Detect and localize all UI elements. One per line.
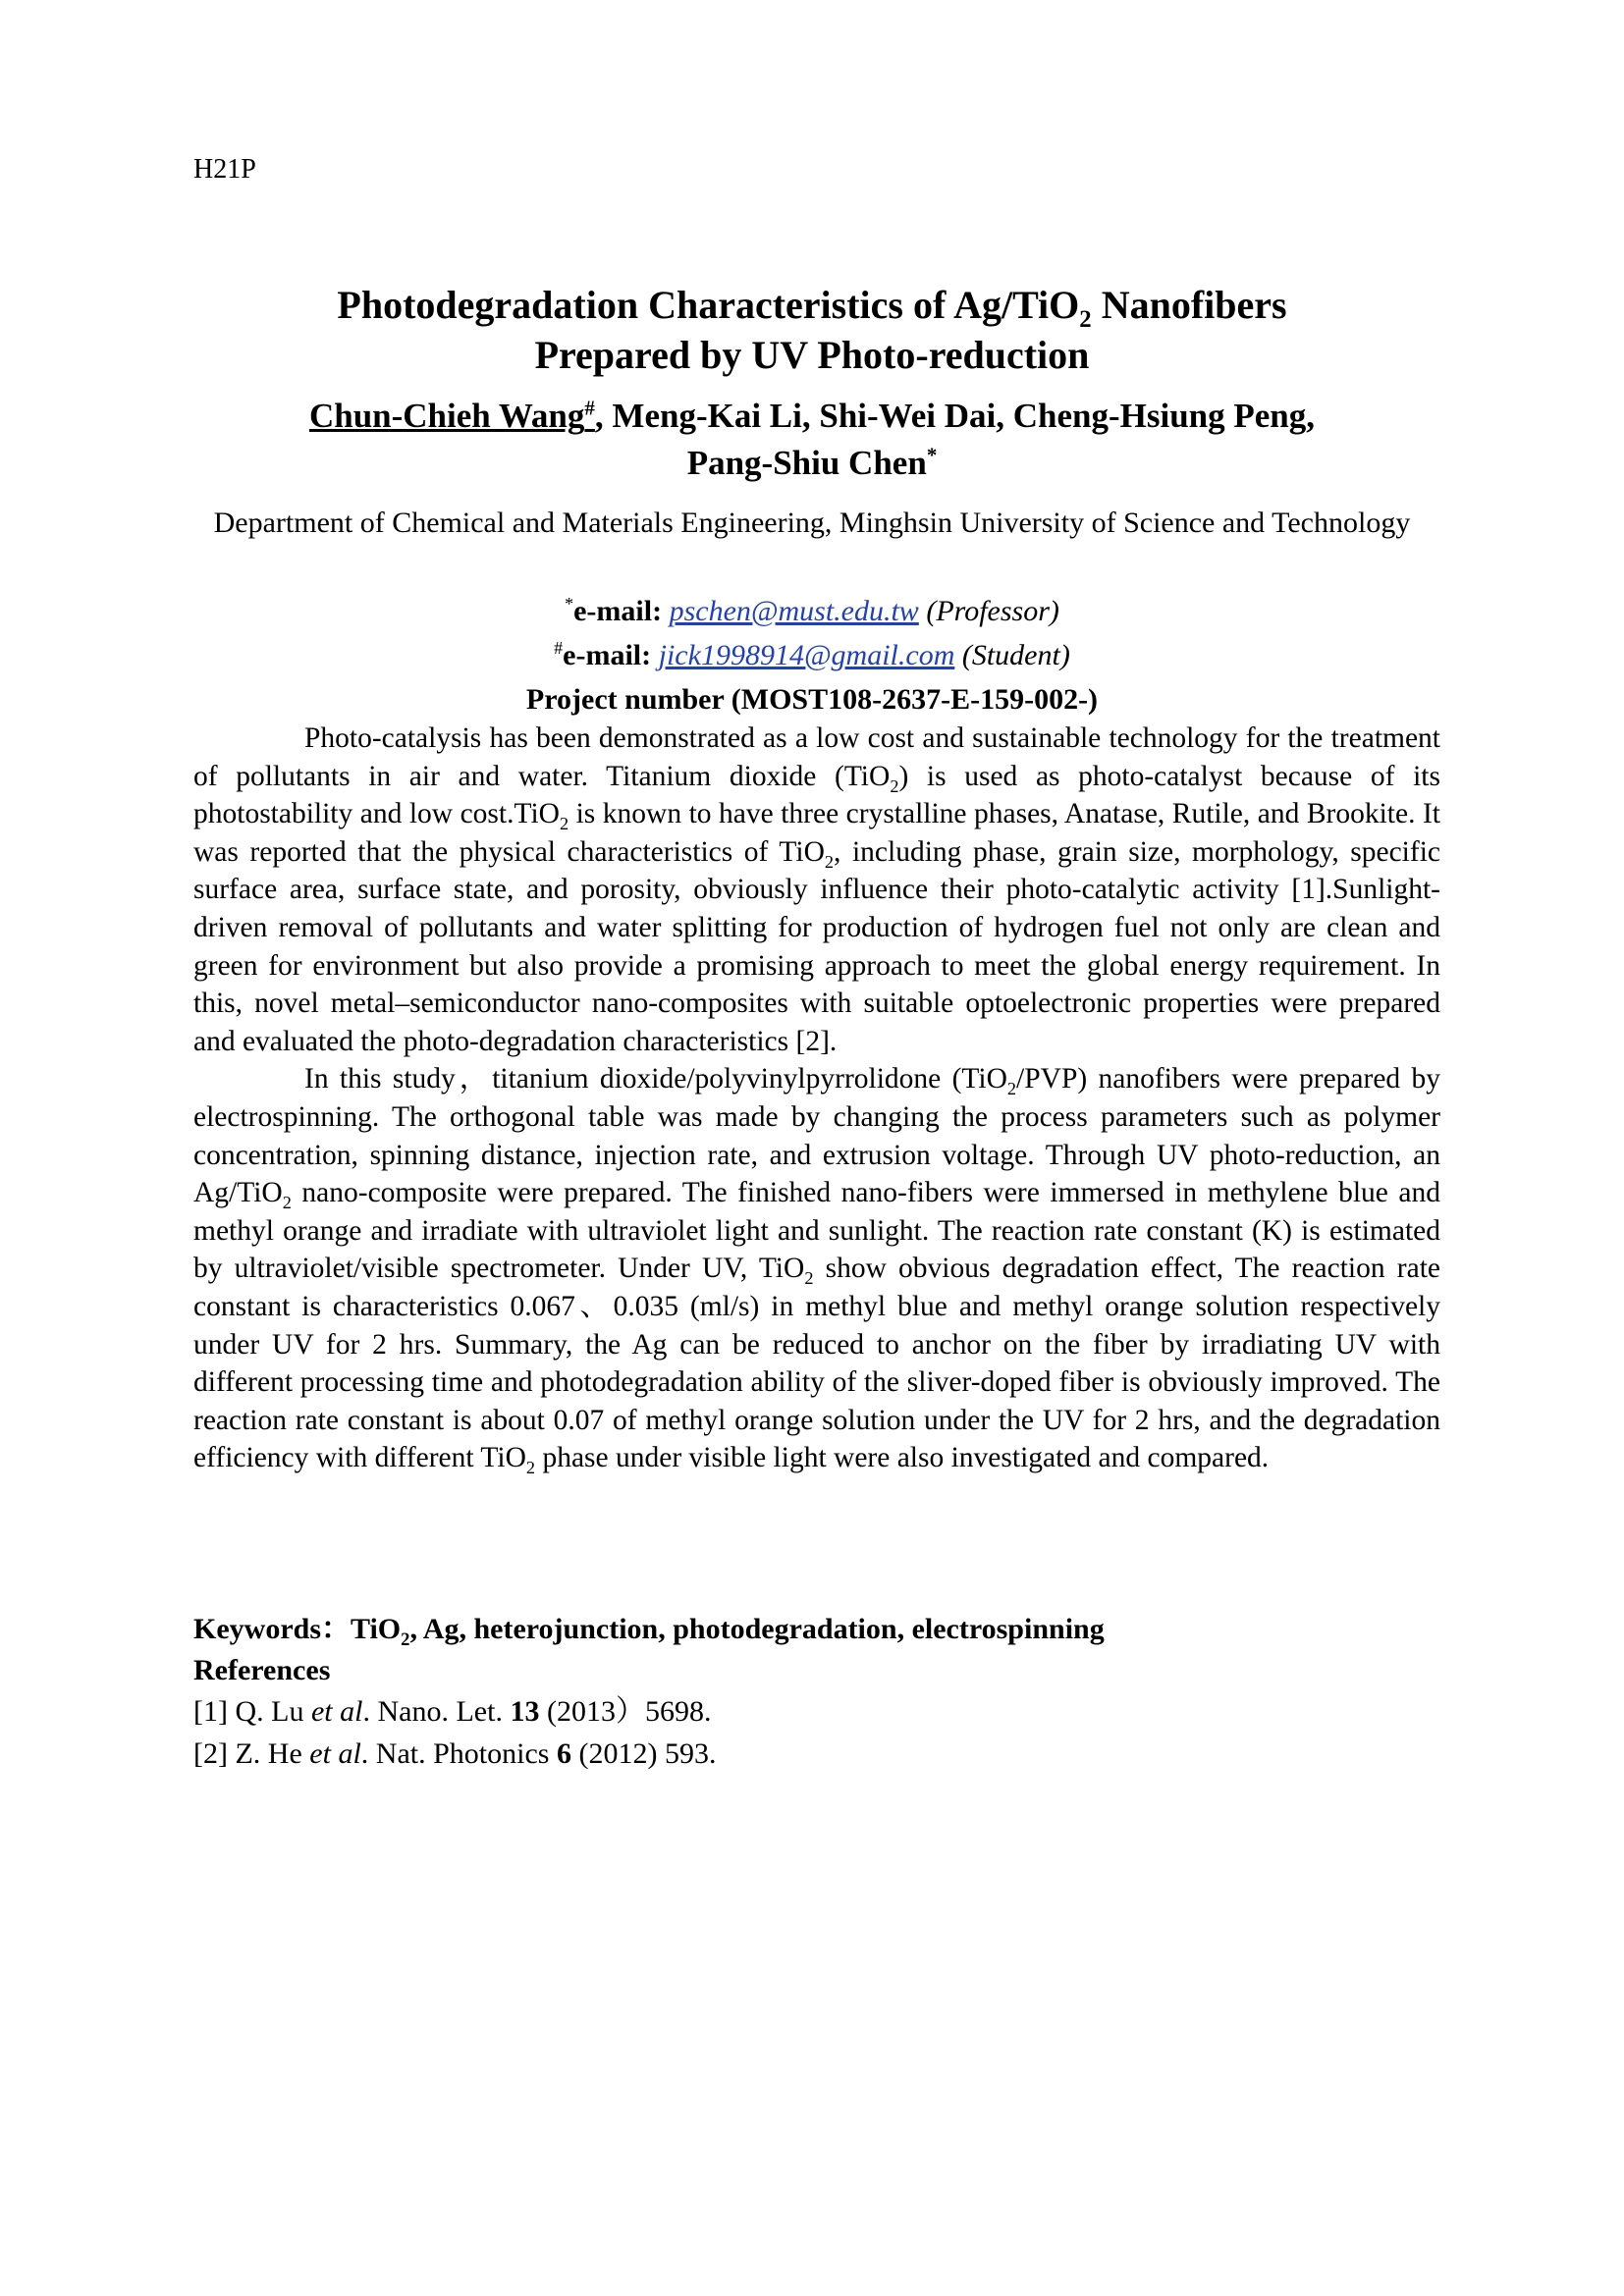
abstract-body: [193, 720, 1440, 1477]
professor-email-line: *e-mail: pschen@must.edu.tw (Professor): [565, 594, 1059, 627]
abstract-paragraph-1: Photo-catalysis has been demonstrated as a low cost and sustainable technology for the treatment of pollutants in air and water. Titanium dioxide (TiO$_2$) is used as photo-catalyst because of its photostability and low cost.TiO$_2$ is known to have three crystalline phases, Anatase, Rutile, and Brookite. It was reported that the physical characteristics of TiO$_2$, including phase, grain size, morphology, specific surface area, surface state, and porosity, obviously influence their photo-catalytic activity [1].Sunlight-driven removal of pollutants and water splitting for production of hydrogen fuel not only are clean and green for environment but also provide a promising approach to meet the global energy requirement. In this, novel metal–semiconductor nano-composites with suitable optoelectronic properties were prepared and evaluated the photo-degradation characteristics [2].: [193, 722, 1440, 1057]
keywords: Keywords：TiO$_2$, Ag, heterojunction, photodegradation, electrospinning: [193, 1613, 1105, 1650]
abstract-paragraph-2: In this study，titanium dioxide/polyvinylpyrrolidone (TiO$_2$/PVP) nanofibers were prepared by electrospinning. The orthogonal table was made by changing the process parameters such as polymer concentration, spinning distance, injection rate, and extrusion voltage. Through UV photo-reduction, an Ag/TiO$_2$ nano-composite were prepared. The finished nano-fibers were immersed in methylene blue and methyl orange and irradiate with ultraviolet light and sunlight. The reaction rate constant (K) is estimated by ultraviolet/visible spectrometer. Under UV, TiO$_2$ show obvious degradation effect, The reaction rate constant is characteristics 0.067、0.035 (ml/s) in methyl blue and methyl orange solution respectively under UV for 2 hrs. Summary, the Ag can be reduced to anchor on the fiber by irradiating UV with different processing time and photodegradation ability of the sliver-doped fiber is obviously improved. The reaction rate constant is about 0.07 of methyl orange solution under the UV for 2 hrs, and the degradation efficiency with different TiO$_2$ phase under visible light were also investigated and compared.: [193, 1063, 1441, 1478]
title-line-1: Photodegradation Characteristics of Ag/TiO$_2$ Nanofibers: [337, 283, 1287, 333]
student-email-line: #e-mail: jick1998914@gmail.com (Student): [554, 638, 1070, 671]
abstract-code: H21P: [193, 154, 256, 185]
project-number: Project number (MOST108-2637-E-159-002-): [525, 683, 1099, 716]
authors-line-1: Chun-Chieh Wang#, Meng-Kai Li, Shi-Wei Dai, Cheng-Hsiung Peng,: [308, 396, 1316, 435]
student-email-link[interactable]: jick1998914@gmail.com: [658, 639, 955, 671]
professor-email-link[interactable]: pschen@must.edu.tw: [669, 595, 919, 627]
affiliation: Department of Chemical and Materials Engineering, Minghsin University of Science and Technology: [213, 507, 1411, 539]
title-line-2: Prepared by UV Photo-reduction: [534, 333, 1090, 377]
authors-line-2: Pang-Shiu Chen*: [686, 443, 938, 482]
references-heading: References: [193, 1654, 331, 1686]
presenting-author: Chun-Chieh Wang#,: [308, 396, 604, 435]
reference-list: [193, 1690, 716, 1775]
reference-item: [1] Q. Lu et al. Nano. Let. 13 (2013）5698.: [193, 1695, 712, 1728]
reference-item: [2] Z. He et al. Nat. Photonics 6 (2012) 593.: [193, 1737, 717, 1770]
paper-title: [157, 280, 1467, 380]
author-list: [157, 393, 1467, 487]
